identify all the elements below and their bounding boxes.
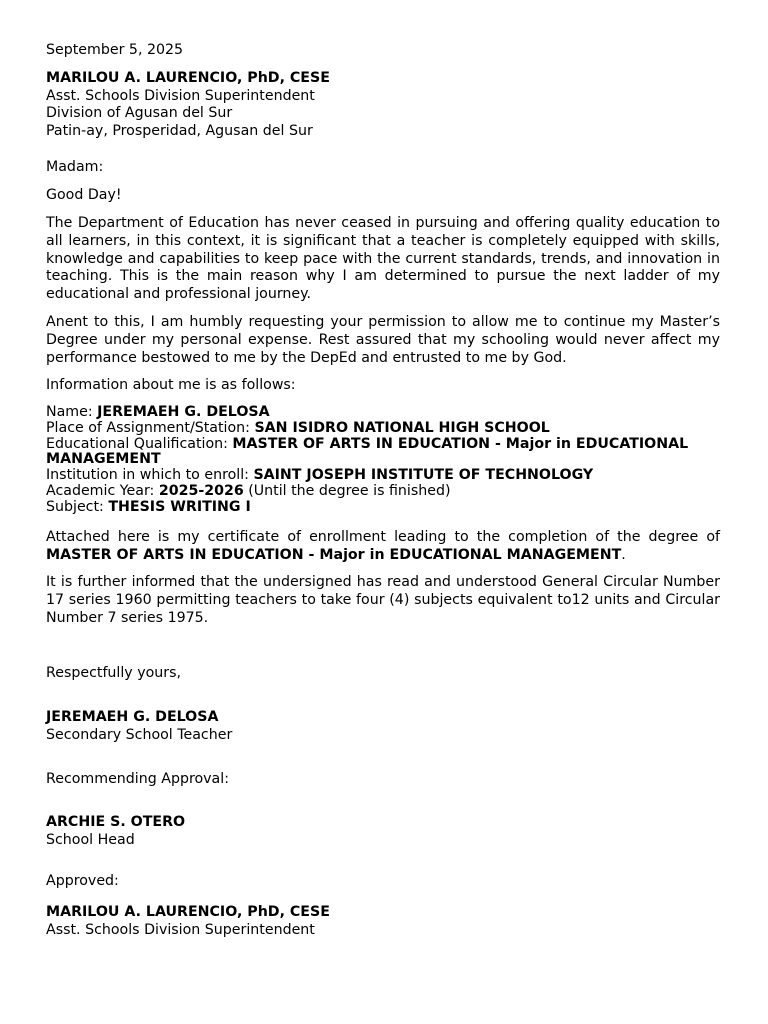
paragraph-1: The Department of Education has never ceased in pursuing and offering quality education to all learners, in this context, it is significant that a teacher is completely equipped with skills, knowledge and capabilities to keep pace with the current standards, trends, and innovation in teaching. This is the main reason why I am determined to pursue the next ladder of my educational and professional journey. <box>46 215 720 303</box>
sender-title: Secondary School Teacher <box>46 726 233 743</box>
info-institution-row <box>46 468 720 484</box>
paragraph-2: Anent to this, I am humbly requesting your permission to allow me to continue my Master’s Degree under my personal expense. Rest assured that my schooling would never affect my performance bestowed to me by the DepEd and entrusted to me by God. <box>46 314 720 366</box>
recipient-division: Division of Agusan del Sur <box>46 105 233 122</box>
info-qualification-label: Educational Qualification: <box>46 435 228 452</box>
info-name-value: JEREMAEH G. DELOSA <box>97 404 270 420</box>
salutation: Madam: <box>46 159 104 175</box>
info-year-row <box>46 484 720 500</box>
info-institution-label: Institution in which to enroll: <box>46 467 249 484</box>
info-qualification-row <box>46 437 720 469</box>
info-list <box>46 405 720 516</box>
info-year-value: 2025-2026 <box>158 482 244 499</box>
paragraph-3-degree: MASTER OF ARTS IN EDUCATION - Major in EDUCATIONAL MANAGEMENT <box>46 546 622 563</box>
info-name-row <box>46 405 720 421</box>
paragraph-3 <box>46 529 720 565</box>
letter-date: September 5, 2025 <box>46 42 184 58</box>
info-subject-row <box>46 500 720 516</box>
sender-name: JEREMAEH G. DELOSA <box>46 709 219 725</box>
recommender-title: School Head <box>46 831 135 848</box>
info-name-label: Name: <box>46 404 93 420</box>
paragraph-4: It is further informed that the undersigned has read and understood General Circular Number 17 series 1960 permitting teachers to take four (4) subjects equivalent to12 units and Circular Number 7 series 1975. <box>46 574 720 626</box>
sender-signature <box>46 709 720 744</box>
info-subject-label: Subject: <box>46 498 104 515</box>
recipient-title: Asst. Schools Division Superintendent <box>46 87 315 104</box>
paragraph-3-text: Attached here is my certificate of enrollment leading to the completion of the degree of <box>46 529 720 545</box>
approved-label: Approved: <box>46 873 119 889</box>
approver-title: Asst. Schools Division Superintendent <box>46 921 315 938</box>
info-station-label: Place of Assignment/Station: <box>46 419 250 436</box>
info-qualification-value: MASTER OF ARTS IN EDUCATION - Major in EDUCATIONAL MANAGEMENT <box>46 435 689 468</box>
paragraph-3-end: . <box>621 546 626 563</box>
info-station-value: SAN ISIDRO NATIONAL HIGH SCHOOL <box>254 419 550 436</box>
info-year-label: Academic Year: <box>46 482 155 499</box>
recommending-label: Recommending Approval: <box>46 771 229 787</box>
info-year-note: (Until the degree is finished) <box>248 482 451 499</box>
info-intro: Information about me is as follows: <box>46 377 296 393</box>
approver-signature <box>46 904 720 939</box>
recommender-name: ARCHIE S. OTERO <box>46 814 186 830</box>
greeting: Good Day! <box>46 187 122 203</box>
closing: Respectfully yours, <box>46 665 182 681</box>
info-subject-value: THESIS WRITING I <box>108 498 251 515</box>
recipient-block <box>46 70 720 140</box>
recipient-address: Patin-ay, Prosperidad, Agusan del Sur <box>46 122 313 139</box>
recommender-signature <box>46 814 720 849</box>
info-station-row <box>46 421 720 437</box>
recipient-name: MARILOU A. LAURENCIO, PhD, CESE <box>46 70 330 86</box>
info-institution-value: SAINT JOSEPH INSTITUTE OF TECHNOLOGY <box>253 467 594 484</box>
approver-name: MARILOU A. LAURENCIO, PhD, CESE <box>46 904 330 920</box>
